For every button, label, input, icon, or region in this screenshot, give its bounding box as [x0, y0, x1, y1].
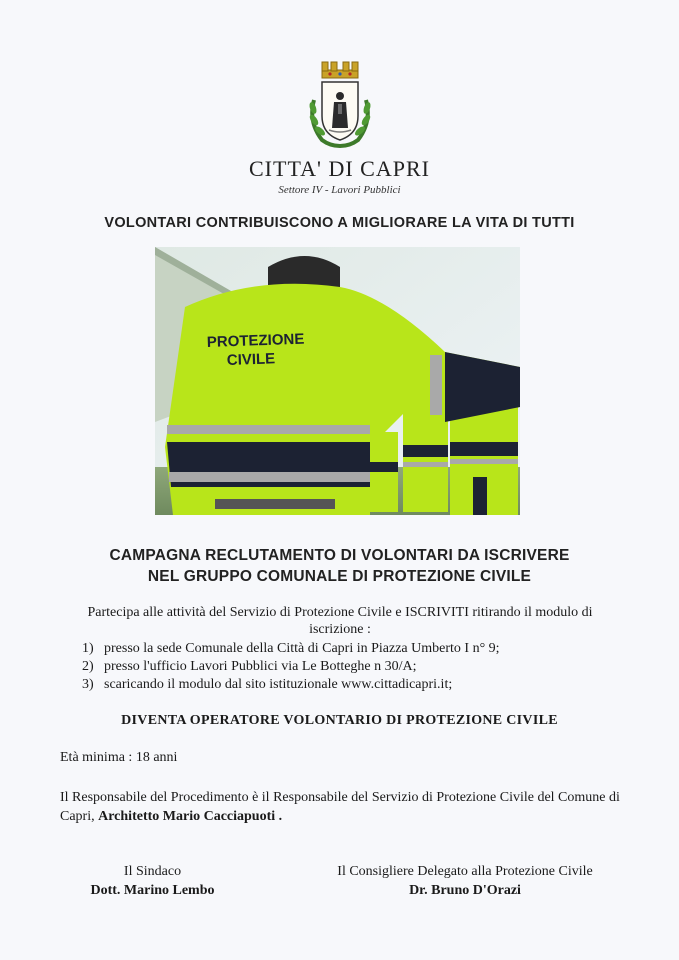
step-text: presso la sede Comunale della Città di Capri in Piazza Umberto I n° 9;: [104, 641, 500, 656]
councillor-name: Dr. Bruno D'Orazi: [409, 883, 521, 898]
jacket-text-2: CIVILE: [226, 350, 276, 369]
step-number: 3): [82, 677, 94, 692]
mayor-name: Dott. Marino Lembo: [90, 883, 215, 898]
councillor-role: Il Consigliere Delegato alla Protezione Civile: [337, 864, 593, 879]
campaign-line-2: NEL GRUPPO COMUNALE DI PROTEZIONE CIVILE: [147, 568, 532, 585]
steps-list: [82, 640, 500, 694]
jacket-text-1: PROTEZIONE: [206, 330, 305, 351]
step-number: 2): [82, 659, 94, 674]
responsible-name: Architetto Mario Cacciapuoti .: [98, 809, 283, 824]
councillor-signature-block: [310, 862, 620, 900]
list-item: [82, 676, 500, 694]
city-title: CITTA' DI CAPRI: [249, 156, 430, 181]
step-number: 1): [82, 641, 94, 656]
headline: VOLONTARI CONTRIBUISCONO A MIGLIORARE LA VITA DI TUTTI: [104, 215, 575, 231]
responsible-paragraph: [60, 788, 620, 826]
crown-icon: [322, 62, 358, 78]
campaign-line-1: CAMPAGNA RECLUTAMENTO DI VOLONTARI DA ISCRIVERE: [109, 547, 570, 564]
list-item: [82, 640, 500, 658]
step-text: presso l'ufficio Lavori Pubblici via Le Botteghe n 30/A;: [104, 659, 417, 674]
mayor-role: Il Sindaco: [123, 864, 182, 879]
step-text: scaricando il modulo dal sito istituzionale www.cittadicapri.it;: [104, 677, 453, 692]
list-item: [82, 658, 500, 676]
responsible-text: Il Responsabile del Procedimento è il Responsabile del Servizio di Protezione Civile del Comune di Capri,: [60, 790, 620, 824]
become-volunteer-heading: DIVENTA OPERATORE VOLONTARIO DI PROTEZIONE CIVILE: [121, 713, 558, 728]
city-crest-emblem: [300, 60, 380, 152]
campaign-title: [0, 545, 679, 587]
sector-subtitle: Settore IV - Lavori Pubblici: [278, 184, 401, 196]
minimum-age: Età minima : 18 anni: [60, 750, 178, 765]
intro-paragraph: Partecipa alle attività del Servizio di Protezione Civile e ISCRIVITI ritirando il modulo di iscrizione :: [87, 605, 593, 637]
mayor-signature-block: [80, 862, 225, 900]
volunteer-photo: [155, 247, 520, 515]
